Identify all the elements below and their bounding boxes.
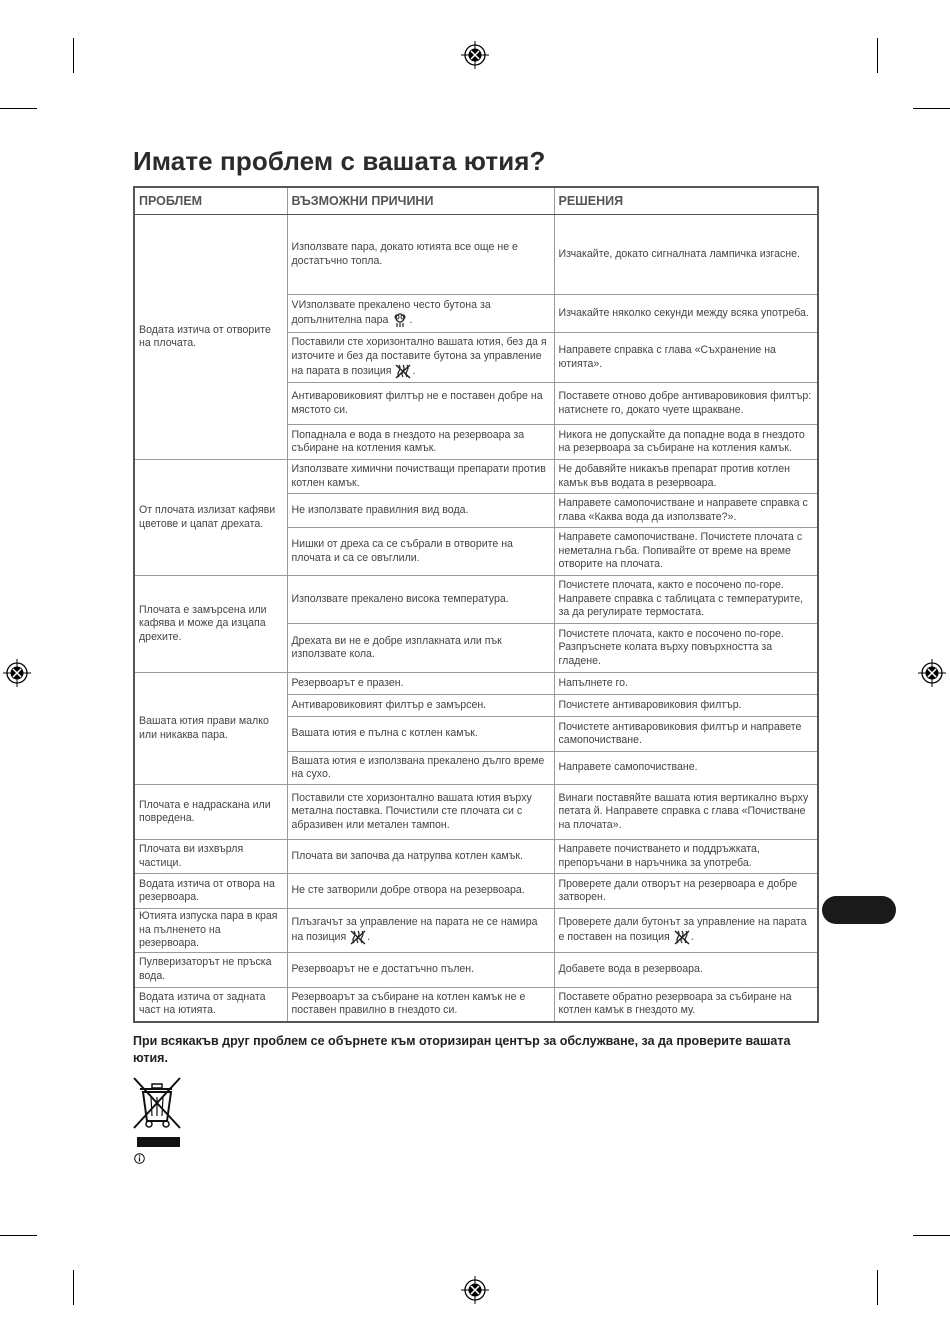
cell-text: Използвате химични почистващи препарати против котлен камък.: [291, 463, 546, 489]
cell-text: Плочата ви започва да натрупва котлен камък.: [291, 849, 523, 862]
no-steam-icon: [394, 363, 412, 379]
cell-text: Не добавяйте никакъв препарат против котлен камък във водата в резервоара.: [558, 463, 790, 489]
cell-text: Нишки от дреха са се събрали в отворите на плочата и са се овъглили.: [291, 538, 513, 564]
crop-mark: [73, 38, 74, 73]
cause-cell: [287, 987, 554, 1022]
cell-text: Винаги поставяйте вашата ютия вертикално върху петата й. Направете справка с глава «Почистване на плочата».: [558, 791, 809, 831]
cell-text: Антиваровиковият филтър не е поставен добре на мястото си.: [291, 390, 543, 416]
cell-text: Поставили сте хоризонтално вашата ютия, без да я източите и без да поставите бутона за управление на парата в позиция: [291, 336, 547, 377]
cell-text: Използвате прекалено висока температура.: [291, 592, 509, 605]
cause-cell: [287, 383, 554, 425]
cell-text: Поставили сте хоризонтално вашата ютия върху метална поставка. Почистили сте плочата си с абразивен или метален тампон.: [291, 791, 532, 831]
cause-cell: [287, 695, 554, 717]
cell-text: Изчакайте, докато сигналната лампичка изгасне.: [558, 247, 800, 260]
solution-cell: [554, 840, 818, 874]
cell-text-suffix: .: [367, 930, 371, 943]
cell-text: Резервоарът за събиране на котлен камък не е поставен правилно в гнездото си.: [291, 990, 526, 1017]
cause-cell: [287, 425, 554, 460]
cause-cell: [287, 785, 554, 840]
cell-text: Не сте затворили добре отвора на резервоара.: [291, 884, 525, 897]
registration-mark-icon: [3, 659, 31, 687]
cell-text-suffix: .: [409, 314, 413, 327]
problem-cell: Плочата е замърсена или кафява и може да изцапа дрехите.: [134, 576, 287, 673]
table-row: [134, 673, 818, 695]
cell-text: Проверете дали отворът на резервоара е добре затворен.: [558, 877, 798, 903]
solution-cell: [554, 673, 818, 695]
cell-text: Поставете обратно резервоара за събиране на котлен камък в гнездото му.: [558, 990, 792, 1017]
page-title: Имате проблем с вашата ютия?: [133, 146, 546, 176]
crop-mark: [913, 108, 950, 109]
cause-cell: [287, 295, 554, 333]
table-header-row: [134, 187, 818, 215]
crop-mark: [0, 1235, 37, 1236]
cell-text: Попаднала е вода в гнездото на резервоара за събиране на котления камък.: [291, 428, 525, 454]
cause-cell: [287, 494, 554, 528]
cell-text: Вашата ютия е пълна с котлен камък.: [291, 727, 478, 740]
cause-cell: [287, 576, 554, 624]
footer-note: При всякакъв друг проблем се обърнете към оторизиран център за обслужване, за да проверите вашата ютия.: [133, 1034, 791, 1065]
problem-cell: Пулверизаторът не пръска вода.: [134, 952, 287, 987]
cell-text: Почистете плочата, както е посочено по-горе. Направете справка с таблицата с температурите, за да регулирате термостата.: [558, 579, 804, 619]
registration-mark-icon: [461, 41, 489, 69]
cell-text: Никога не допускайте да попадне вода в гнездото на резервоара за събиране на котления камък.: [558, 428, 805, 454]
cell-text: Направете самопочистване. Почистете плочата с неметална гъба. Попивайте от време на време отворите на плочата.: [558, 531, 803, 571]
solution-cell: [554, 295, 818, 333]
table-row: [134, 460, 818, 494]
table-row: [134, 952, 818, 987]
solution-cell: [554, 425, 818, 460]
weee-crossed-bin-icon: [132, 1075, 184, 1130]
cell-text: Напълнете го.: [558, 676, 629, 689]
cell-text: Почистете антиваровиковия филтър и направете самопочистване.: [558, 720, 802, 746]
cause-cell: [287, 717, 554, 752]
table-body: [134, 215, 818, 1023]
cell-text: Дрехата ви не е добре изплакната или пък използвате кола.: [291, 634, 502, 660]
steam-burst-icon: [391, 312, 409, 328]
registration-mark-icon: [918, 659, 946, 687]
table-row: [134, 576, 818, 624]
header-solutions: РЕШЕНИЯ: [554, 187, 818, 215]
cause-cell: [287, 460, 554, 494]
crop-mark: [877, 1270, 878, 1305]
cell-text: Изчакайте няколко секунди между всяка употреба.: [558, 306, 809, 319]
solution-cell: [554, 460, 818, 494]
crop-mark: [73, 1270, 74, 1305]
cell-text: Плъзгачът за управление на парата не се намира на позиция: [291, 915, 538, 943]
solution-cell: [554, 717, 818, 752]
problem-cell: Водата изтича от отворите на плочата.: [134, 215, 287, 460]
cause-cell: [287, 333, 554, 383]
solution-cell: [554, 909, 818, 953]
cell-text: Направете справка с глава «Съхранение на ютията».: [558, 344, 776, 370]
cell-text-suffix: .: [412, 364, 416, 377]
header-causes: ВЪЗМОЖНИ ПРИЧИНИ: [287, 187, 554, 215]
cause-cell: [287, 874, 554, 909]
troubleshooting-table: [133, 186, 819, 1023]
solution-cell: [554, 215, 818, 295]
table-row: [134, 987, 818, 1022]
header-problem: ПРОБЛЕМ: [134, 187, 287, 215]
cell-text: Не използвате правилния вид вода.: [291, 503, 469, 516]
solution-cell: [554, 624, 818, 673]
solution-cell: [554, 494, 818, 528]
cell-text: Почистете плочата, както е посочено по-горе. Разпръснете колата върху повърхността за гладене.: [558, 627, 784, 667]
solution-cell: [554, 785, 818, 840]
table-row: [134, 215, 818, 295]
cell-text: Проверете дали бутонът за управление на парата е поставен на позиция: [558, 915, 807, 943]
solution-cell: [554, 383, 818, 425]
problem-cell: Водата изтича от отвора на резервоара.: [134, 874, 287, 909]
table-row: [134, 785, 818, 840]
cell-text: Резервоарът не е достатъчно пълен.: [291, 962, 475, 975]
cell-text: Вашата ютия е използвана прекалено дълго време на сухо.: [291, 754, 545, 780]
problem-cell: Вашата ютия прави малко или никаква пара.: [134, 673, 287, 785]
language-tab-marker: [822, 896, 896, 924]
cell-text: Резервоарът е празен.: [291, 676, 404, 689]
weee-bar: [137, 1137, 180, 1147]
no-steam-icon: [673, 929, 691, 945]
solution-cell: [554, 333, 818, 383]
registration-mark-icon: [461, 1276, 489, 1304]
cause-cell: [287, 624, 554, 673]
cell-text: Направете почистването и поддръжката, препоръчани в наръчника за употреба.: [558, 843, 760, 869]
table-row: [134, 840, 818, 874]
cause-cell: [287, 909, 554, 953]
solution-cell: [554, 576, 818, 624]
cause-cell: [287, 752, 554, 785]
problem-cell: От плочата излизат кафяви цветове и цапат дрехата.: [134, 460, 287, 576]
problem-cell: Плочата е надраскана или повредена.: [134, 785, 287, 840]
crop-mark: [0, 108, 37, 109]
cell-text-suffix: .: [690, 930, 694, 943]
cell-text: Използвате пара, докато ютията все още не е достатъчно топла.: [291, 241, 518, 267]
table-row: [134, 874, 818, 909]
solution-cell: [554, 987, 818, 1022]
table-row: [134, 909, 818, 953]
cause-cell: [287, 215, 554, 295]
cause-cell: [287, 840, 554, 874]
problem-cell: Плочата ви изхвърля частици.: [134, 840, 287, 874]
solution-cell: [554, 952, 818, 987]
info-icon: [134, 1153, 145, 1164]
solution-cell: [554, 695, 818, 717]
solution-cell: [554, 528, 818, 576]
crop-mark: [877, 38, 878, 73]
cell-text: Почистете антиваровиковия филтър.: [558, 698, 742, 711]
problem-cell: Водата изтича от задната част на ютията.: [134, 987, 287, 1022]
problem-cell: Ютията изпуска пара в края на пълненето на резервоара.: [134, 909, 287, 953]
cell-text: Добавете вода в резервоара.: [558, 962, 703, 975]
solution-cell: [554, 874, 818, 909]
cause-cell: [287, 673, 554, 695]
cause-cell: [287, 952, 554, 987]
cell-text: Поставете отново добре антиваровиковия филтър: натиснете го, докато чуете щракване.: [558, 390, 812, 416]
no-steam-icon: [349, 929, 367, 945]
cell-text: Направете самопочистване и направете справка с глава «Каква вода да използвате?».: [558, 497, 808, 523]
cell-text: Антиваровиковият филтър е замърсен.: [291, 698, 487, 711]
cell-text: Направете самопочистване.: [558, 761, 698, 774]
crop-mark: [913, 1235, 950, 1236]
cell-text: VИзползвате прекалено често бутона за допълнителна пара: [291, 298, 491, 327]
cause-cell: [287, 528, 554, 576]
solution-cell: [554, 752, 818, 785]
